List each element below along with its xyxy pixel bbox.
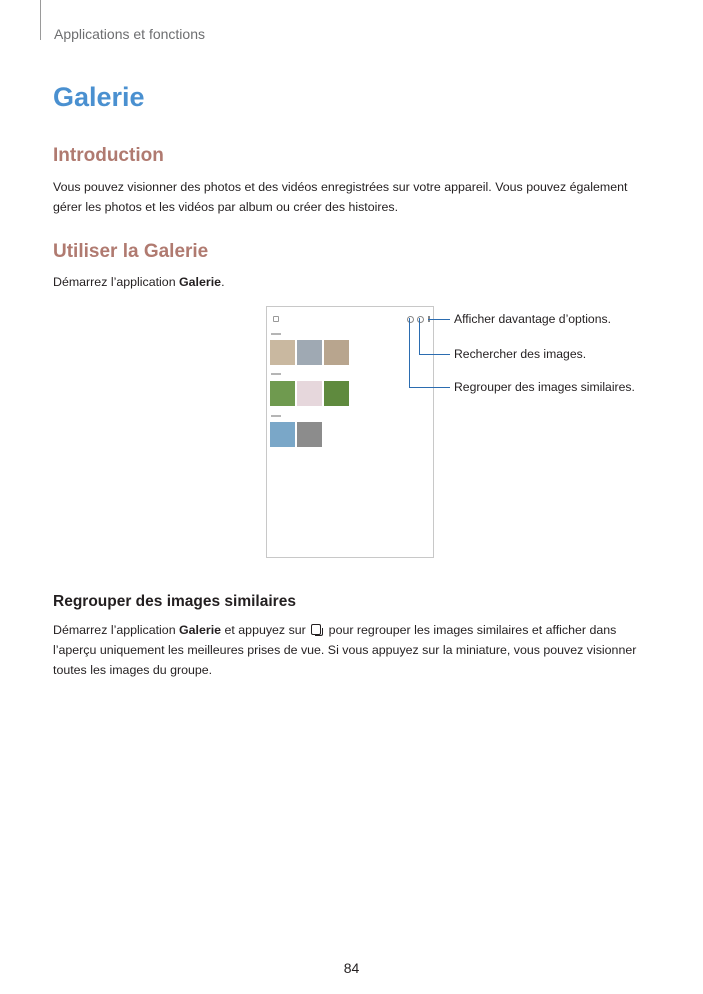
date-label [271, 373, 281, 375]
group-similar-icon [311, 624, 323, 636]
menu-icon [273, 316, 279, 322]
callout-line-group [409, 318, 410, 387]
callout-line-group-h [409, 387, 450, 388]
app-name: Galerie [179, 623, 222, 637]
date-label [271, 415, 281, 417]
callout-line-search [419, 318, 420, 354]
intro-heading: Introduction [53, 145, 164, 166]
callout-line-search-h [419, 354, 450, 355]
page-edge-rule [40, 0, 41, 40]
photo-thumbnail [324, 340, 349, 365]
callout-more-options: Afficher davantage d’options. [454, 312, 611, 326]
photo-thumbnail [297, 340, 322, 365]
callout-line-more [428, 319, 450, 320]
group-paragraph: Démarrez l’application Galerie et appuyez sur pour regrouper les images similaires et afficher dans l’aperçu uniquement les meilleures prises de vue. Si vous appuyez sur la miniature, vous pouvez visionner toutes les images du groupe. [53, 623, 637, 677]
photo-thumbnail [297, 381, 322, 406]
group-heading: Regrouper des images similaires [53, 593, 296, 610]
photo-thumbnail [270, 422, 295, 447]
callout-search: Rechercher des images. [454, 347, 587, 361]
intro-paragraph: Vous pouvez visionner des photos et des vidéos enregistrées sur votre appareil. Vous pouvez également gérer les photos et les vidéos par album ou créer des histoires. [53, 180, 628, 214]
use-paragraph: Démarrez l’application Galerie. [53, 275, 225, 289]
callout-group-similar: Regrouper des images similaires. [454, 380, 635, 394]
photo-thumbnail [324, 381, 349, 406]
page-title: Galerie [53, 82, 145, 112]
photo-thumbnail [270, 381, 295, 406]
photo-thumbnail [270, 340, 295, 365]
app-name: Galerie [179, 275, 222, 289]
photo-thumbnail [297, 422, 322, 447]
date-label [271, 333, 281, 335]
running-header: Applications et fonctions [54, 26, 205, 42]
use-heading: Utiliser la Galerie [53, 241, 209, 262]
page-number: 84 [343, 960, 360, 976]
